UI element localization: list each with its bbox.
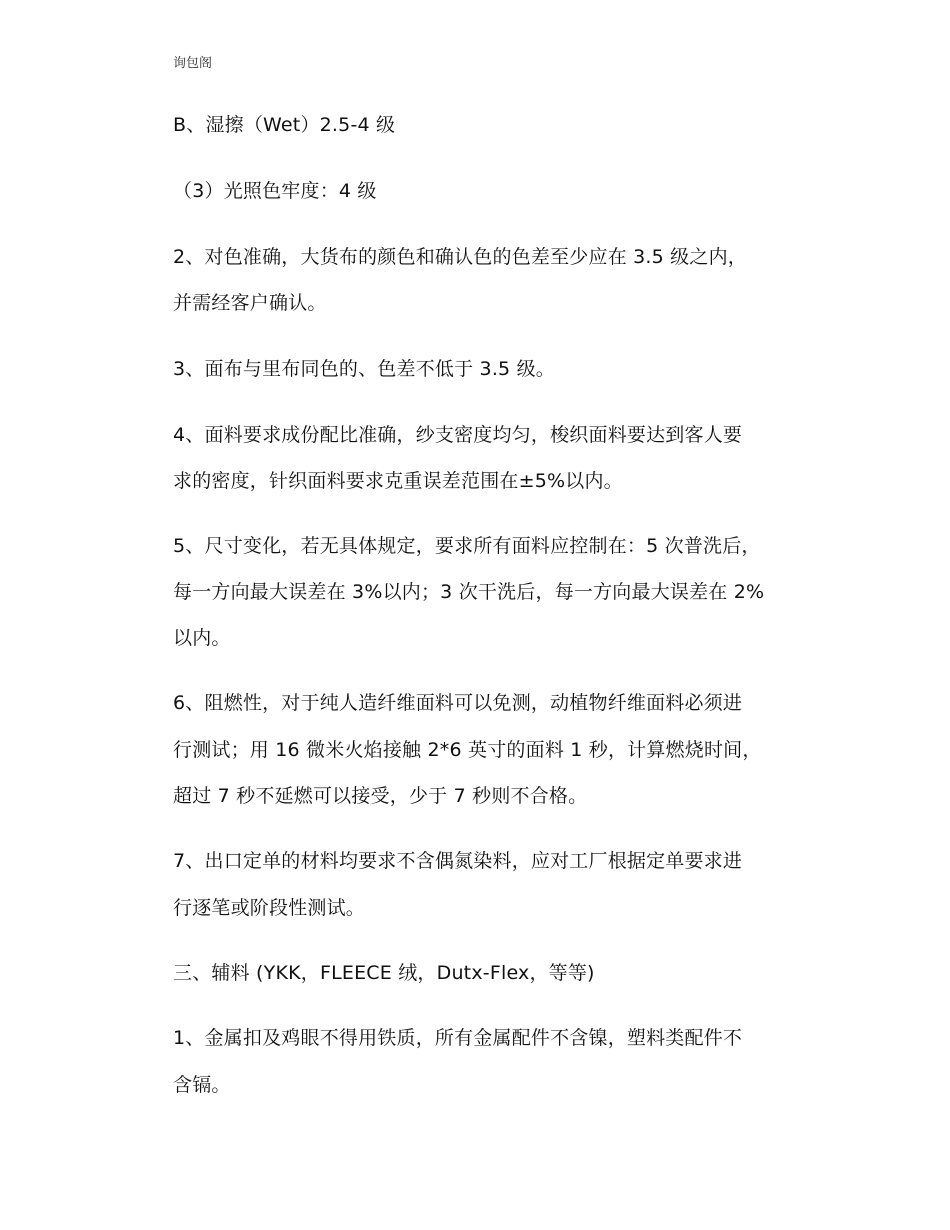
text-line-item-4a: 4、面料要求成份配比准确，纱支密度均匀，梭织面料要达到客人要 bbox=[173, 424, 743, 446]
text-line-section-accessories: 三、辅料 (YKK，FLEECE 绒，Dutx-Flex，等等) bbox=[173, 962, 595, 984]
text-line-b-wet: B、湿擦（Wet）2.5-4 级 bbox=[173, 114, 396, 136]
text-line-item-6a: 6、阻燃性，对于纯人造纤维面料可以免测，动植物纤维面料必须进 bbox=[173, 692, 743, 714]
text-line-item-5c: 以内。 bbox=[173, 627, 231, 649]
text-line-item-7b: 行逐笔或阶段性测试。 bbox=[173, 897, 366, 919]
text-line-item-7a: 7、出口定单的材料均要求不含偶氮染料，应对工厂根据定单要求进 bbox=[173, 850, 743, 872]
text-line-item-4b: 求的密度，针织面料要求克重误差范围在±5%以内。 bbox=[173, 470, 623, 492]
page-header: 询包阁 bbox=[173, 56, 213, 71]
text-line-accessory-1b: 含镉。 bbox=[173, 1074, 231, 1096]
text-line-item-2a: 2、对色准确，大货布的颜色和确认色的色差至少应在 3.5 级之内， bbox=[173, 246, 747, 268]
text-line-item-6b: 行测试；用 16 微米火焰接触 2*6 英寸的面料 1 秒，计算燃烧时间， bbox=[173, 739, 762, 761]
text-line-item-2b: 并需经客户确认。 bbox=[173, 292, 327, 314]
text-line-accessory-1a: 1、金属扣及鸡眼不得用铁质，所有金属配件不含镍，塑料类配件不 bbox=[173, 1027, 743, 1049]
text-line-light-fastness: （3）光照色牢度：4 级 bbox=[173, 180, 377, 202]
text-line-item-5b: 每一方向最大误差在 3%以内；3 次干洗后，每一方向最大误差在 2% bbox=[173, 581, 765, 603]
text-line-item-3: 3、面布与里布同色的、色差不低于 3.5 级。 bbox=[173, 358, 555, 380]
text-line-item-5a: 5、尺寸变化，若无具体规定，要求所有面料应控制在：5 次普洗后， bbox=[173, 535, 761, 557]
text-line-item-6c: 超过 7 秒不延燃可以接受，少于 7 秒则不合格。 bbox=[173, 785, 588, 807]
